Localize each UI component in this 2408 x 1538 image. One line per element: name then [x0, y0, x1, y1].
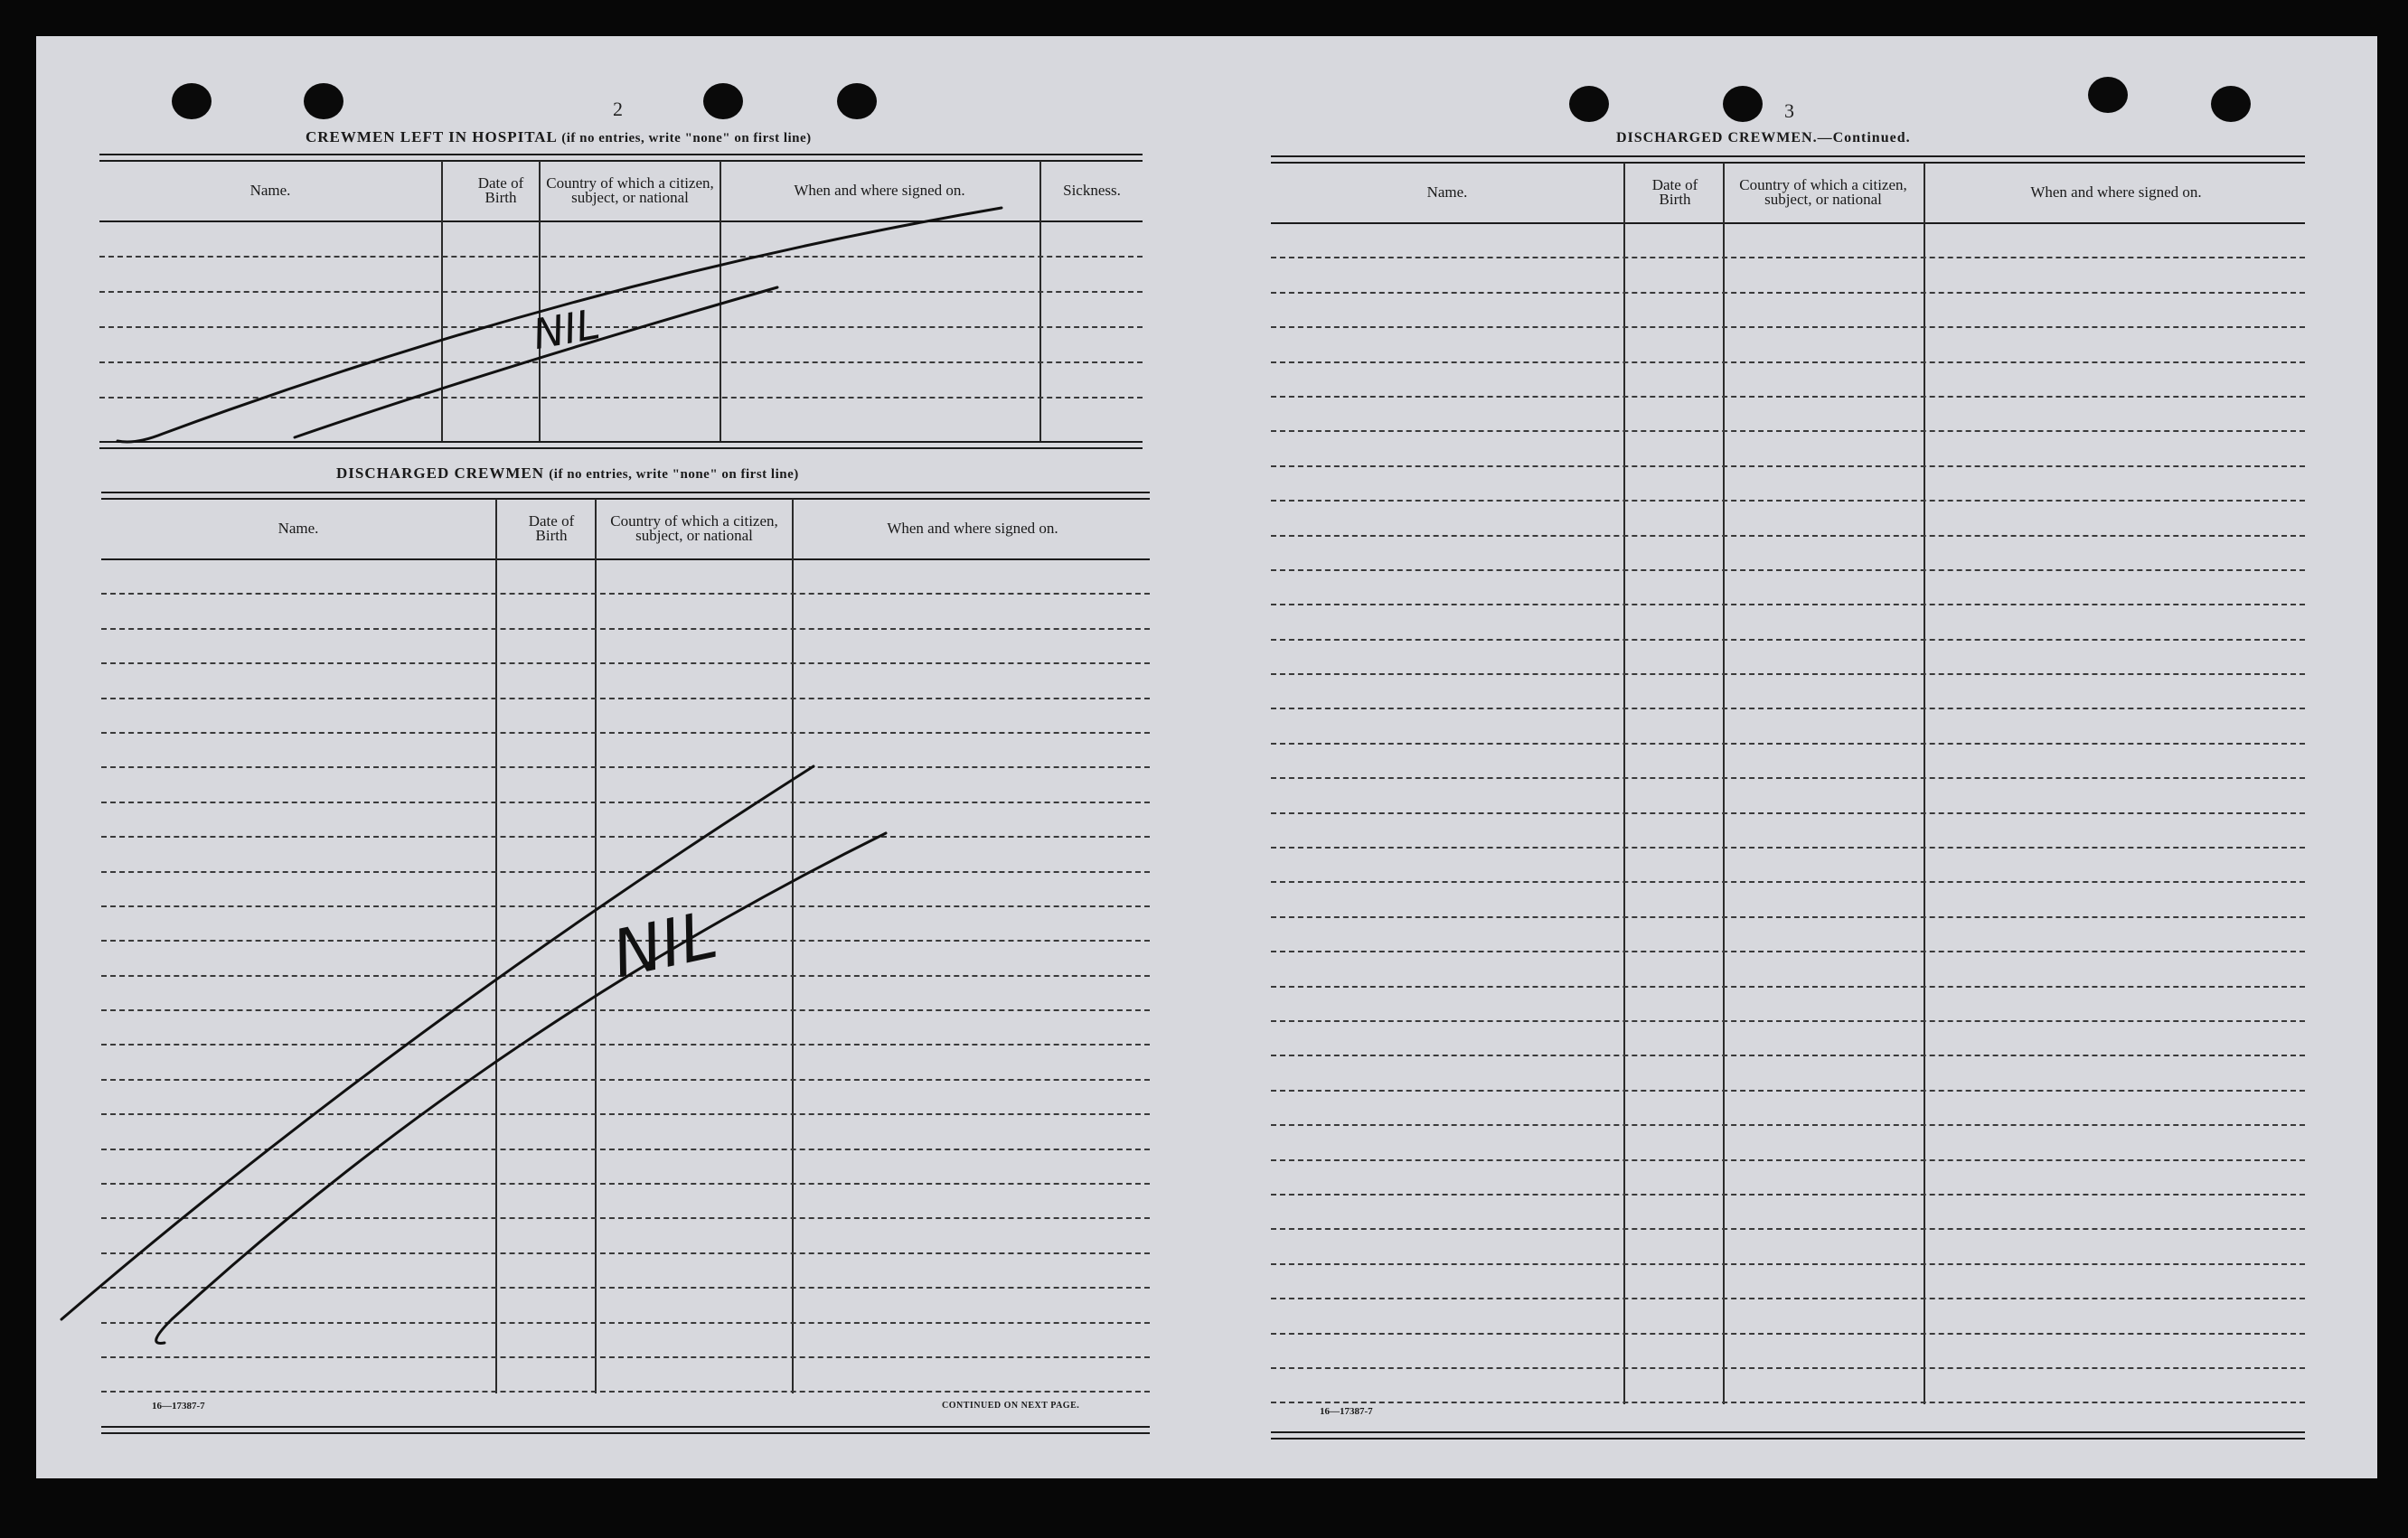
col-header-name: Name.	[1426, 183, 1468, 201]
discharged-section-title: DISCHARGED CREWMEN (if no entries, write "none" on first line)	[336, 464, 799, 482]
col-header-sickness: Sickness.	[1063, 182, 1121, 199]
col-header-country: Country of which a citizen, subject, or national	[1739, 176, 1907, 208]
col-header-date-of-birth: Date of Birth	[477, 174, 524, 206]
handwritten-nil-hospital: NIL	[529, 299, 604, 360]
col-header-country: Country of which a citizen, subject, or national	[546, 174, 714, 206]
handwritten-nil-discharged: NIL	[606, 896, 724, 993]
col-header-signed-on: When and where signed on.	[2030, 183, 2202, 201]
page-number-left: 2	[613, 98, 623, 120]
col-header-signed-on: When and where signed on.	[887, 520, 1058, 537]
handwriting-overlay	[36, 36, 2377, 1478]
col-header-name: Name.	[249, 182, 291, 199]
form-code-left: 16—17387-7	[152, 1401, 205, 1411]
col-header-country: Country of which a citizen, subject, or national	[610, 512, 778, 544]
form-code-right: 16—17387-7	[1320, 1406, 1373, 1417]
discharged-continued-title: DISCHARGED CREWMEN.—Continued.	[1616, 130, 1911, 145]
page-number-right: 3	[1784, 99, 1794, 122]
col-header-signed-on: When and where signed on.	[794, 182, 965, 199]
col-header-date-of-birth: Date of Birth	[1651, 176, 1698, 208]
hospital-section-title: CREWMEN LEFT IN HOSPITAL (if no entries, write "none" on first line)	[306, 128, 812, 145]
col-header-date-of-birth: Date of Birth	[528, 512, 575, 544]
col-header-name: Name.	[277, 520, 319, 537]
document-sheet	[36, 36, 2377, 1478]
continued-note: CONTINUED ON NEXT PAGE.	[942, 1401, 1080, 1411]
